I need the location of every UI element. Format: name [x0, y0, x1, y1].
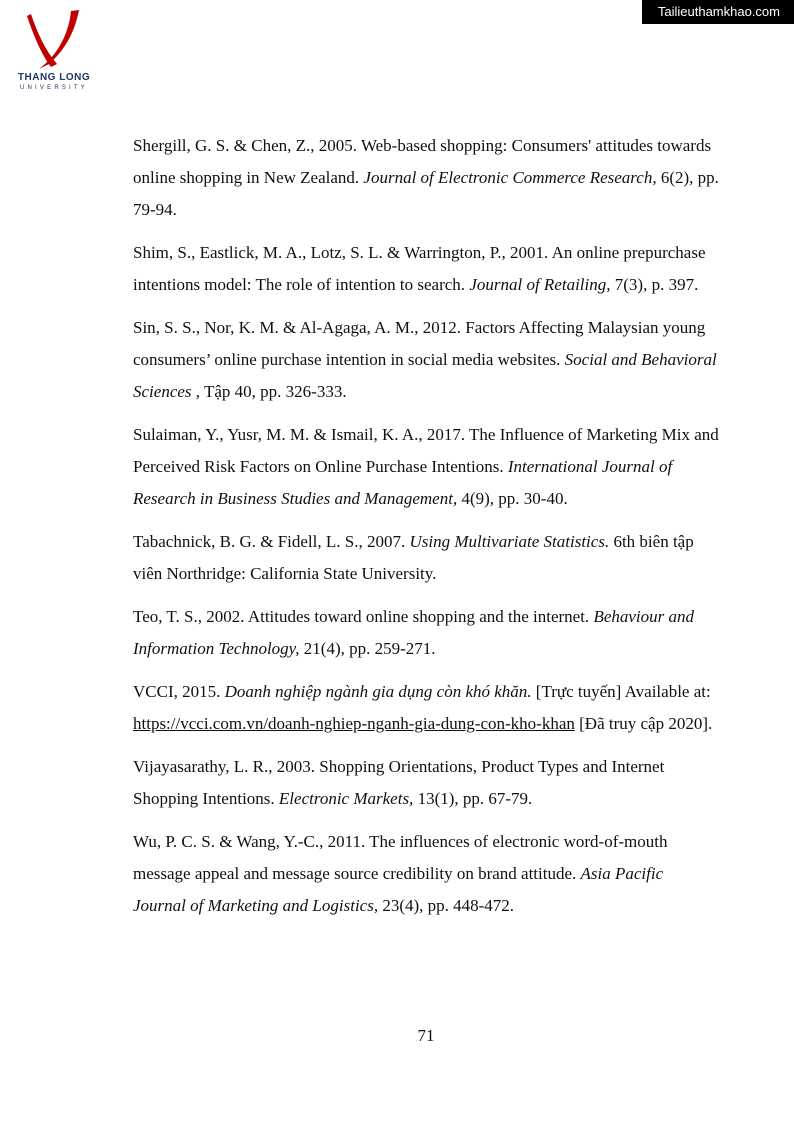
references-list: [133, 130, 719, 933]
reference-italic-text: Journal of Retailing,: [469, 275, 611, 294]
reference-italic-text: Asia Pacific Journal of Marketing and Logistics,: [133, 864, 664, 915]
university-logo-icon: [21, 8, 87, 70]
reference-text: Vijayasarathy, L. R., 2003. Shopping Orientations, Product Types and Internet Shopping Intentions.: [133, 757, 665, 808]
reference-italic-text: Journal of Electronic Commerce Research,: [363, 168, 657, 187]
reference-text: 7(3), p. 397.: [610, 275, 699, 294]
reference-text: VCCI, 2015.: [133, 682, 225, 701]
reference-italic-text: Doanh nghiệp ngành gia dụng còn khó khăn.: [224, 682, 532, 701]
reference-text: [Trực tuyến] Available at:: [531, 682, 711, 701]
reference-link[interactable]: https://vcci.com.vn/doanh-nghiep-nganh-gia-dung-con-kho-khan: [133, 714, 575, 733]
reference-italic-text: Social and Behavioral Sciences ,: [133, 350, 717, 401]
reference-italic-text: Electronic Markets,: [278, 789, 414, 808]
page-number: 71: [417, 1026, 435, 1045]
reference-item: [133, 676, 719, 740]
reference-text: Wu, P. C. S. & Wang, Y.-C., 2011. The influences of electronic word-of-mouth message appeal and message source credibility on brand attitude.: [133, 832, 668, 883]
reference-italic-text: Behaviour and Information Technology,: [133, 607, 695, 658]
reference-text: 13(1), pp. 67-79.: [413, 789, 533, 808]
reference-text: 6(2), pp. 79-94.: [133, 168, 719, 219]
reference-text: [Đã truy cập 2020].: [574, 714, 713, 733]
reference-item: [133, 130, 719, 226]
reference-text: Shim, S., Eastlick, M. A., Lotz, S. L. & Warrington, P., 2001. An online prepurchase intentions model: The role of intention to search.: [133, 243, 706, 294]
university-subtitle: UNIVERSITY: [19, 85, 88, 91]
reference-text: 6th biên tập viên Northridge: California State University.: [133, 532, 694, 583]
reference-text: Tập 40, pp. 326-333.: [200, 382, 347, 401]
reference-text: Sulaiman, Y., Yusr, M. M. & Ismail, K. A., 2017. The Influence of Marketing Mix and Perceived Risk Factors on Online Purchase Intentions.: [133, 425, 719, 476]
reference-item: [133, 312, 719, 408]
university-logo: [10, 8, 98, 91]
watermark-text: Tailieuthamkhao.com: [657, 4, 780, 19]
reference-italic-text: International Journal of Research in Business Studies and Management,: [133, 457, 673, 508]
reference-text: 21(4), pp. 259-271.: [299, 639, 436, 658]
reference-item: [133, 751, 719, 815]
reference-text: Teo, T. S., 2002. Attitudes toward online shopping and the internet.: [133, 607, 594, 626]
reference-item: [133, 826, 719, 922]
reference-text: 23(4), pp. 448-472.: [378, 896, 515, 915]
reference-text: 4(9), pp. 30-40.: [457, 489, 568, 508]
watermark-banner: [642, 0, 794, 24]
university-name: THANG LONG: [17, 72, 91, 83]
reference-text: Shergill, G. S. & Chen, Z., 2005. Web-based shopping: Consumers' attitudes towards online shopping in New Zealand.: [133, 136, 712, 187]
reference-italic-text: Using Multivariate Statistics.: [409, 532, 610, 551]
reference-text: Sin, S. S., Nor, K. M. & Al-Agaga, A. M., 2012. Factors Affecting Malaysian young consumers’ online purchase intention in social media websites.: [133, 318, 706, 369]
reference-item: [133, 419, 719, 515]
reference-item: [133, 526, 719, 590]
reference-item: [133, 237, 719, 301]
reference-text: Tabachnick, B. G. & Fidell, L. S., 2007.: [133, 532, 410, 551]
reference-item: [133, 601, 719, 665]
